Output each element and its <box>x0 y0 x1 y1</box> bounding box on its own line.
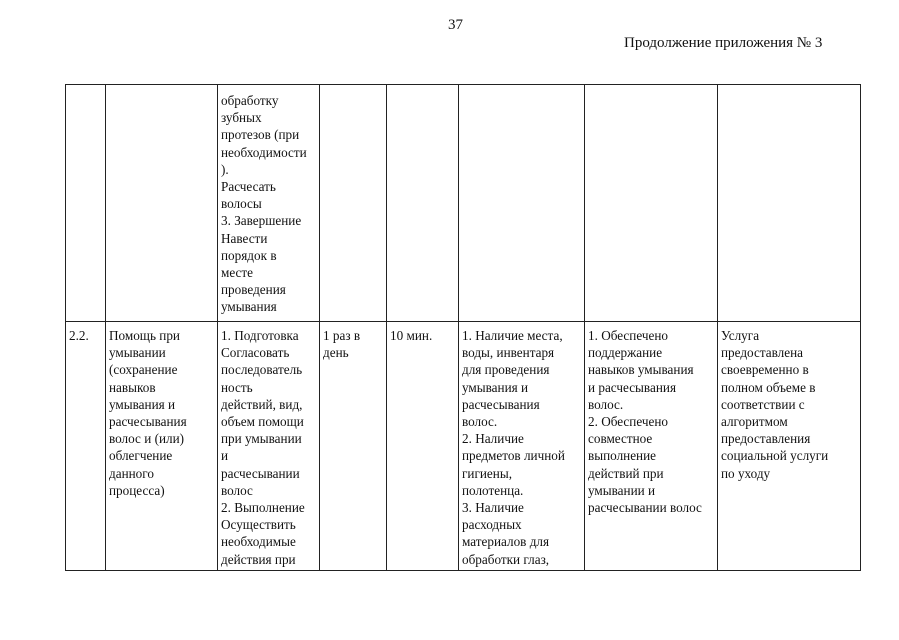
cell-text-line: месте <box>221 265 253 281</box>
cell-text-line: действий, вид, <box>221 396 303 412</box>
cell-text-line: воды, инвентаря <box>462 345 555 361</box>
cell-text-line: волос и (или) <box>109 431 185 447</box>
cell-text-line: Согласовать <box>221 345 290 361</box>
cell-duration <box>387 322 459 571</box>
cell-text-line: алгоритмом <box>721 414 788 430</box>
cell-text-line: для проведения <box>462 362 550 378</box>
cell-text-line: проведения <box>221 282 286 298</box>
cell-text-line: облегчение <box>109 448 173 464</box>
cell-text-line: необходимости <box>221 144 307 160</box>
cell-text-line: 1. Подготовка <box>221 328 299 343</box>
cell-text-line: социальной услуги <box>721 448 829 464</box>
cell-text-line: день <box>323 345 349 361</box>
cell-text-line: расчесывания <box>462 396 540 412</box>
cell-number <box>66 322 106 571</box>
cell-text-line: (сохранение <box>109 362 178 378</box>
cell-text-line: необходимые <box>221 534 296 550</box>
cell-text-line: предметов личной <box>462 448 565 464</box>
cell-text-line: волос. <box>462 414 498 430</box>
cell-text-line: волосы <box>221 196 262 212</box>
cell-text-line: материалов для <box>462 534 550 550</box>
cell-text-line: предоставлена <box>721 345 803 361</box>
table-row <box>66 322 861 571</box>
cell-duration <box>387 85 459 322</box>
cell-text-line: гигиены, <box>462 465 513 481</box>
cell-text-line: умывании и <box>588 482 656 498</box>
cell-text-line: последователь <box>221 362 303 378</box>
cell-text-line: навыков <box>109 379 156 395</box>
cell-text-line: и <box>221 448 229 464</box>
cell-service-name <box>106 322 218 571</box>
cell-text-line: и расчесывания <box>588 379 677 395</box>
appendix-continuation-note: Продолжение приложения № 3 <box>624 35 823 51</box>
cell-text-line: умывания <box>221 299 277 315</box>
page-number: 37 <box>448 17 463 33</box>
cell-result <box>585 85 718 322</box>
cell-text-line: поддержание <box>588 345 663 361</box>
cell-text-line: волос. <box>588 396 624 412</box>
cell-text-line: ). <box>221 161 229 177</box>
cell-text-line: действия при <box>221 551 296 567</box>
cell-text-line: Осуществить <box>221 517 296 533</box>
cell-text-line: действий при <box>588 465 664 481</box>
cell-text-line: при умывании <box>221 431 302 447</box>
cell-text-line: соответствии с <box>721 396 805 412</box>
cell-quality-evaluation <box>718 85 861 322</box>
cell-text-line: 3. Завершение <box>221 213 302 229</box>
cell-text-line: Расчесать <box>221 179 276 195</box>
cell-text-line: расходных <box>462 517 522 533</box>
cell-text-line: обработки глаз, <box>462 551 550 567</box>
cell-result <box>585 322 718 571</box>
cell-text-line: навыков умывания <box>588 362 694 378</box>
cell-text-line: расчесывании волос <box>588 500 702 516</box>
cell-text-line: протезов (при <box>221 127 300 143</box>
cell-text-line: данного <box>109 465 154 481</box>
cell-text-line: порядок в <box>221 247 277 263</box>
cell-conditions <box>459 85 585 322</box>
cell-text-line: по уходу <box>721 465 771 481</box>
cell-quality-evaluation <box>718 322 861 571</box>
cell-text-line: полном объеме в <box>721 379 816 395</box>
cell-text-line: умывания и <box>109 396 176 412</box>
cell-text-line: 2. Обеспечено <box>588 414 669 430</box>
cell-text-line: обработку <box>221 93 279 108</box>
cell-text-line: 2. Наличие <box>462 431 524 447</box>
cell-text-line: совместное <box>588 431 653 447</box>
cell-service-description <box>218 85 320 322</box>
cell-conditions <box>459 322 585 571</box>
cell-text-line: Помощь при <box>109 328 180 343</box>
cell-text-line: Услуга <box>721 328 760 343</box>
cell-text-line: 2. Выполнение <box>221 500 305 516</box>
cell-text-line: 3. Наличие <box>462 500 524 516</box>
cell-text-line: ность <box>221 379 253 395</box>
table-row <box>66 85 861 322</box>
cell-service-name <box>106 85 218 322</box>
services-table <box>65 84 861 571</box>
cell-text-line: Навести <box>221 230 268 246</box>
cell-text-line: умывании <box>109 345 166 361</box>
cell-text-line: объем помощи <box>221 414 304 430</box>
cell-number <box>66 85 106 322</box>
cell-text-line: 1. Наличие места, <box>462 328 563 343</box>
cell-text-line: расчесывании <box>221 465 300 481</box>
cell-text-line: процесса) <box>109 482 165 498</box>
cell-frequency <box>320 322 387 571</box>
cell-text-line: 2.2. <box>69 328 89 343</box>
cell-text-line: 10 мин. <box>390 328 433 343</box>
cell-text-line: волос <box>221 482 253 498</box>
cell-text-line: расчесывания <box>109 414 187 430</box>
cell-text-line: 1. Обеспечено <box>588 328 669 343</box>
cell-text-line: своевременно в <box>721 362 809 378</box>
cell-text-line: зубных <box>221 110 262 126</box>
cell-service-description <box>218 322 320 571</box>
cell-text-line: умывания и <box>462 379 529 395</box>
cell-text-line: 1 раз в <box>323 328 361 343</box>
cell-text-line: предоставления <box>721 431 811 447</box>
cell-text-line: полотенца. <box>462 482 524 498</box>
cell-frequency <box>320 85 387 322</box>
cell-text-line: выполнение <box>588 448 657 464</box>
